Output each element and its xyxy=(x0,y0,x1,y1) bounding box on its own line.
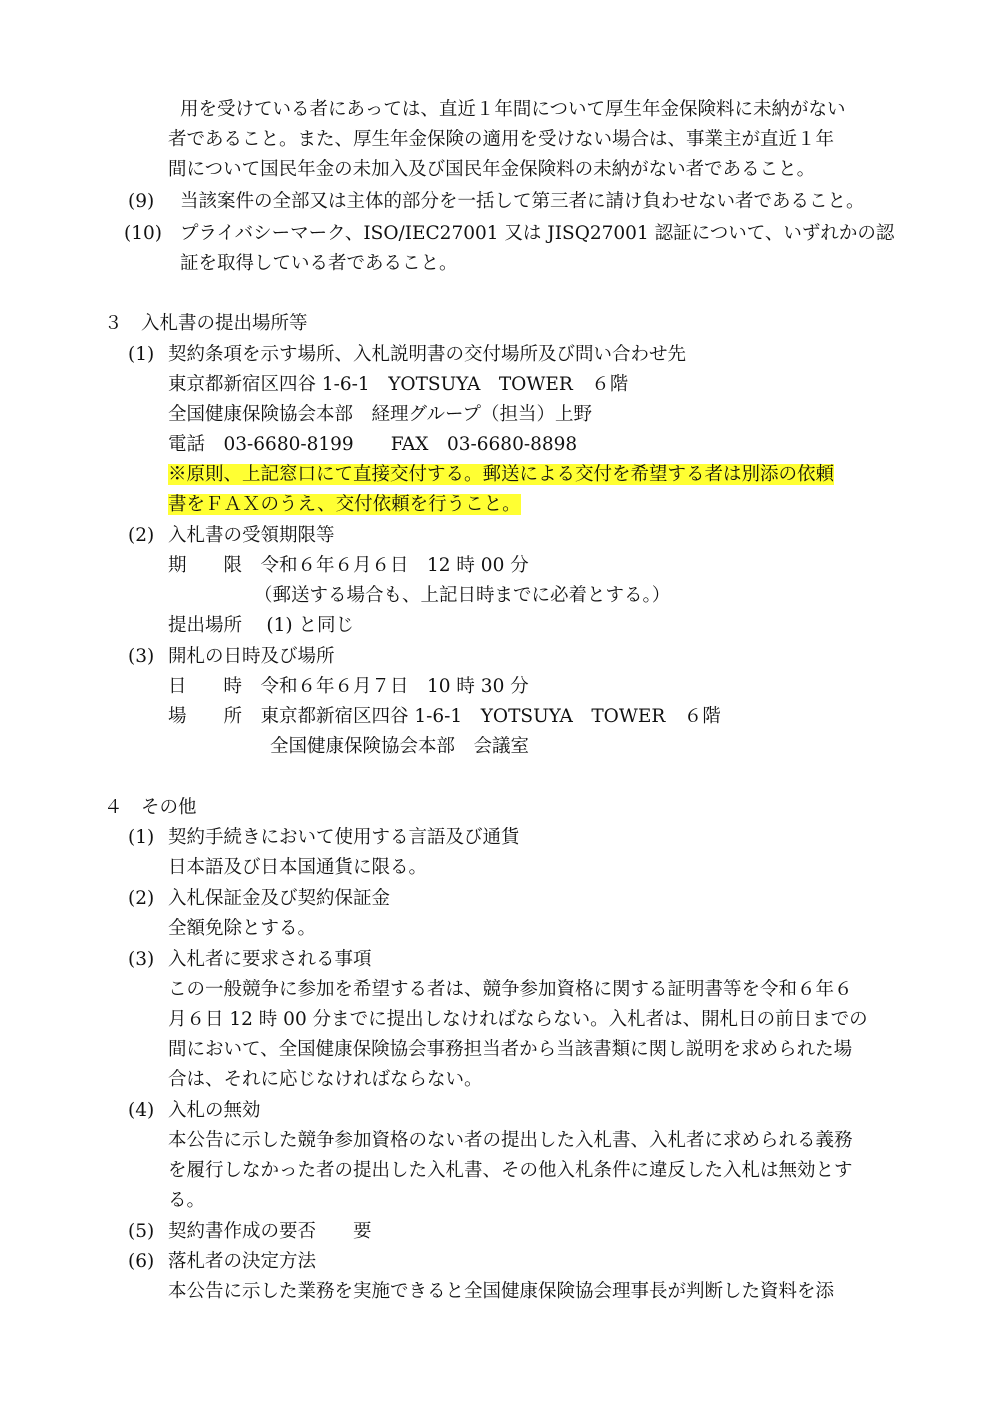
s4-6-number: (6) xyxy=(128,1251,155,1272)
s4-3-line-1: この一般競争に参加を希望する者は、競争参加資格に関する証明書等を令和６年６ xyxy=(168,979,853,1000)
item-10-line-2: 証を取得している者であること。 xyxy=(180,253,458,274)
s3-1-note-line-1 xyxy=(168,462,834,488)
item-10-line-1: プライバシーマーク、ISO/IEC27001 又は JISQ27001 認証について、いずれかの認 xyxy=(180,223,895,244)
s4-6-line-1: 本公告に示した業務を実施できると全国健康保険協会理事長が判断した資料を添 xyxy=(168,1281,835,1302)
s4-4-title: 入札の無効 xyxy=(168,1100,261,1121)
s3-1-phone: 電話 03-6680-8199 FAX 03-6680-8898 xyxy=(168,434,578,455)
s3-2-number: (2) xyxy=(128,525,155,546)
s3-1-title: 契約条項を示す場所、入札説明書の交付場所及び問い合わせ先 xyxy=(168,344,687,365)
s4-3-line-4: 合は、それに応じなければならない。 xyxy=(168,1069,483,1090)
s4-3-line-3: 間において、全国健康保険協会事務担当者から当該書類に関し説明を求められた場 xyxy=(168,1039,853,1060)
s3-3-title: 開札の日時及び場所 xyxy=(168,646,335,667)
s4-1-title: 契約手続きにおいて使用する言語及び通貨 xyxy=(168,827,520,848)
s3-3-room: 全国健康保険協会本部 会議室 xyxy=(270,736,530,757)
section-4-heading: ４ その他 xyxy=(104,797,197,818)
s3-2-deadline: 期 限 令和６年６月６日 12 時 00 分 xyxy=(168,555,529,576)
s4-2-title: 入札保証金及び契約保証金 xyxy=(168,888,391,909)
s4-1-body: 日本語及び日本国通貨に限る。 xyxy=(168,857,428,878)
s4-4-number: (4) xyxy=(128,1100,155,1121)
s4-3-number: (3) xyxy=(128,949,155,970)
s4-1-number: (1) xyxy=(128,827,155,848)
s4-4-line-2: を履行しなかった者の提出した入札書、その他入札条件に違反した入札は無効とす xyxy=(168,1160,853,1181)
s3-2-deadline-note: （郵送する場合も、上記日時までに必着とする。） xyxy=(254,585,671,606)
highlight-note-1: ※原則、上記窓口にて直接交付する。郵送による交付を希望する者は別添の依頼 xyxy=(168,464,835,485)
intro-line-1: 用を受けている者にあっては、直近１年間について厚生年金保険料に未納がない xyxy=(180,99,846,120)
intro-line-3: 間について国民年金の未加入及び国民年金保険料の未納がない者であること。 xyxy=(168,159,816,180)
highlight-note-2: 書をＦＡＸのうえ、交付依頼を行うこと。 xyxy=(168,494,521,515)
s3-1-note-line-2 xyxy=(168,492,521,518)
s3-1-address: 東京都新宿区四谷 1-6-1 YOTSUYA TOWER ６階 xyxy=(168,374,629,395)
s3-2-title: 入札書の受領期限等 xyxy=(168,525,335,546)
s3-3-datetime: 日 時 令和６年６月７日 10 時 30 分 xyxy=(168,676,529,697)
s4-4-line-3: る。 xyxy=(168,1190,206,1211)
intro-line-2: 者であること。また、厚生年金保険の適用を受けない場合は、事業主が直近１年 xyxy=(168,129,835,150)
s4-2-body: 全額免除とする。 xyxy=(168,918,317,939)
s3-1-number: (1) xyxy=(128,344,155,365)
s4-3-line-2: 月６日 12 時 00 分までに提出しなければならない。入札者は、開札日の前日までの xyxy=(168,1009,868,1030)
s4-2-number: (2) xyxy=(128,888,155,909)
s4-4-line-1: 本公告に示した競争参加資格のない者の提出した入札書、入札者に求められる義務 xyxy=(168,1130,853,1151)
s3-3-number: (3) xyxy=(128,646,155,667)
s3-3-location: 場 所 東京都新宿区四谷 1-6-1 YOTSUYA TOWER ６階 xyxy=(168,706,721,727)
s4-6-title: 落札者の決定方法 xyxy=(168,1251,317,1272)
item-9-number: (9) xyxy=(128,191,155,212)
item-9-text: 当該案件の全部又は主体的部分を一括して第三者に請け負わせない者であること。 xyxy=(180,191,865,212)
s3-2-place: 提出場所 (1) と同じ xyxy=(168,615,354,636)
item-10-number: (10) xyxy=(124,223,162,244)
section-3-heading: ３ 入札書の提出場所等 xyxy=(104,313,308,334)
s4-5-title: 契約書作成の要否 要 xyxy=(168,1221,372,1242)
s3-1-dept: 全国健康保険協会本部 経理グループ（担当）上野 xyxy=(168,404,593,425)
s4-5-number: (5) xyxy=(128,1221,155,1242)
s4-3-title: 入札者に要求される事項 xyxy=(168,949,372,970)
